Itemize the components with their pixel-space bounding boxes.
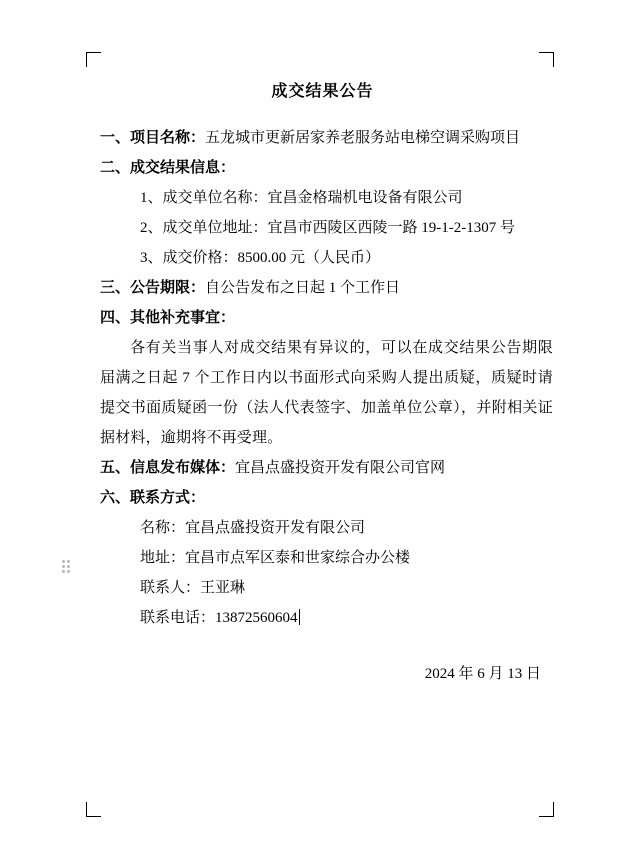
section-project-name-value: 五龙城市更新居家养老服务站电梯空调采购项目 <box>205 130 521 146</box>
supplement-paragraph: 各有关当事人对成交结果有异议的，可以在成交结果公告期限届满之日起 7 个工作日内以书面形式向采购人提出质疑，质疑时请提交书面质疑函一份（法人代表签字、加盖单位公章），并附相关证据材料，逾期将不再受理。 <box>100 340 553 446</box>
result-item: 2、成交单位地址：宜昌市西陵区西陵一路 19-1-2-1307 号 <box>140 220 515 236</box>
section-contact-label: 六、联系方式： <box>100 490 206 506</box>
page-title: 成交结果公告 <box>271 83 374 100</box>
crop-mark-top-right <box>539 52 554 67</box>
contact-item: 地址：宜昌市点军区泰和世家综合办公楼 <box>140 550 411 566</box>
section-contact <box>100 483 553 513</box>
section-announcement-period-value: 自公告发布之日起 1 个工作日 <box>205 280 401 296</box>
section-media-value: 宜昌点盛投资开发有限公司官网 <box>235 460 446 476</box>
contact-item: 名称：宜昌点盛投资开发有限公司 <box>140 520 366 536</box>
crop-mark-bottom-left <box>86 802 101 817</box>
section-announcement-period <box>100 273 553 303</box>
contact-item: 联系人：王亚琳 <box>140 580 246 596</box>
result-item: 1、成交单位名称：宜昌金格瑞机电设备有限公司 <box>140 190 463 206</box>
crop-mark-bottom-right <box>539 802 554 817</box>
section-project-name <box>100 123 553 153</box>
document-date: 2024 年 6 月 13 日 <box>424 666 541 682</box>
section-result-info-label: 二、成交结果信息： <box>100 160 236 176</box>
section-project-name-label: 一、项目名称： <box>100 130 206 146</box>
section-supplement-label: 四、其他补充事宜： <box>100 310 236 326</box>
text-cursor <box>299 609 300 625</box>
section-announcement-period-label: 三、公告期限： <box>100 280 206 296</box>
contact-item-with-caret <box>140 603 553 633</box>
section-supplement <box>100 303 553 333</box>
contact-item: 联系电话：13872560604 <box>140 610 298 626</box>
document-content <box>92 70 553 689</box>
section-media-label: 五、信息发布媒体： <box>100 460 236 476</box>
section-media <box>100 453 553 483</box>
drag-handle-icon[interactable] <box>62 560 71 574</box>
result-item: 3、成交价格：8500.00 元（人民币） <box>140 250 381 266</box>
section-result-info <box>100 153 553 183</box>
crop-mark-top-left <box>86 52 101 67</box>
